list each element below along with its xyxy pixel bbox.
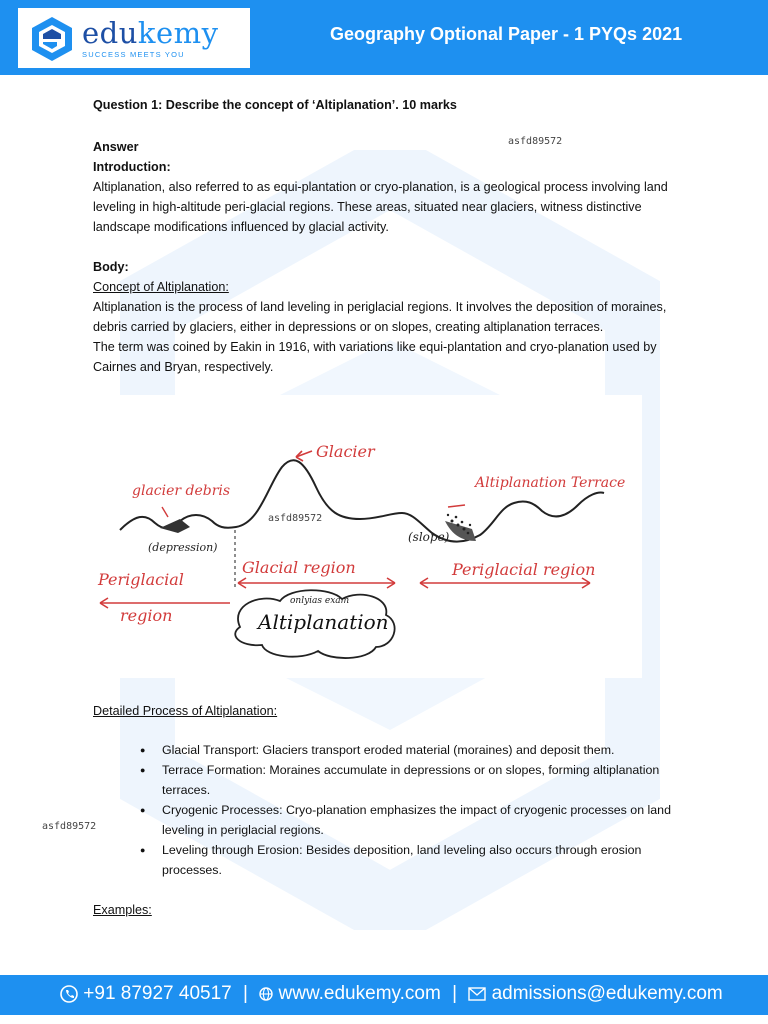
label-depression: (depression) bbox=[148, 541, 218, 554]
introduction-text: Altiplanation, also referred to as equi-plantation or cryo-planation, is a geological process involving land leveling in high-altitude peri-glacial regions. These areas, situated near glaciers, witness distinctive landscape modifications influenced by glacial activity. bbox=[93, 180, 668, 234]
diagram-drawing bbox=[90, 395, 642, 678]
question-heading: Question 1: Describe the concept of ‘Altiplanation’. 10 marks bbox=[93, 98, 457, 112]
label-glacier: Glacier bbox=[316, 442, 375, 461]
label-slope: (slope) bbox=[408, 530, 450, 544]
brand-tagline: SUCCESS MEETS YOU bbox=[82, 50, 185, 59]
label-periglacial-left-2: region bbox=[120, 606, 173, 625]
watermark-code: asfd89572 bbox=[508, 136, 563, 147]
label-glacial-region: Glacial region bbox=[242, 558, 356, 577]
concept-paragraph-2: The term was coined by Eakin in 1916, with variations like equi-plantation and cryo-planation used by Cairnes and Bryan, respectively. bbox=[93, 340, 657, 374]
label-altiplanation-terrace: Altiplanation Terrace bbox=[475, 475, 626, 491]
examples-heading: Examples: bbox=[93, 903, 152, 917]
mail-icon bbox=[468, 987, 486, 1001]
concept-paragraph-1: Altiplanation is the process of land leveling in periglacial regions. It involves the deposition of moraines, debris carried by glaciers, either in depressions or on slopes, creating altiplanation terraces. bbox=[93, 300, 667, 334]
label-periglacial-right: Periglacial region bbox=[452, 560, 596, 579]
altiplanation-diagram bbox=[90, 395, 642, 678]
label-periglacial-left-1: Periglacial bbox=[98, 570, 184, 589]
brand-logo[interactable] bbox=[18, 8, 250, 68]
page-footer bbox=[0, 975, 768, 1015]
list-item: ● Cryogenic Processes: Cryo-planation emphasizes the impact of cryogenic processes on land leveling in periglacial regions. bbox=[140, 800, 680, 840]
footer-phone[interactable]: +91 87927 40517 bbox=[83, 983, 232, 1004]
label-glacier-debris: glacier debris bbox=[132, 483, 231, 499]
phone-icon bbox=[60, 985, 78, 1003]
list-item: ● Terrace Formation: Moraines accumulate in depressions or on slopes, forming altiplanation terraces. bbox=[140, 760, 680, 800]
list-item: ● Glacial Transport: Glaciers transport eroded material (moraines) and deposit them. bbox=[140, 740, 680, 760]
introduction-heading: Introduction: bbox=[93, 160, 171, 174]
concept-subheading: Concept of Altiplanation: bbox=[93, 280, 229, 294]
answer-content bbox=[93, 95, 683, 377]
watermark-code: asfd89572 bbox=[42, 821, 97, 832]
document-title: Geography Optional Paper - 1 PYQs 2021 bbox=[330, 24, 683, 44]
process-heading: Detailed Process of Altiplanation: bbox=[93, 704, 278, 718]
footer-separator: | bbox=[452, 983, 458, 1004]
globe-icon bbox=[259, 987, 273, 1001]
page-header bbox=[0, 0, 768, 75]
watermark-code: asfd89572 bbox=[268, 513, 323, 524]
footer-email[interactable]: admissions@edukemy.com bbox=[491, 983, 723, 1004]
answer-label: Answer bbox=[93, 140, 139, 154]
label-altiplanation: Altiplanation bbox=[258, 610, 389, 634]
body-heading: Body: bbox=[93, 260, 129, 274]
process-list bbox=[140, 740, 680, 880]
edukemy-logo-icon bbox=[28, 15, 76, 63]
label-onlyias: onlyias exam bbox=[290, 596, 350, 606]
footer-separator: | bbox=[243, 983, 248, 1004]
footer-website[interactable]: www.edukemy.com bbox=[278, 983, 441, 1004]
list-item: ● Leveling through Erosion: Besides deposition, land leveling also occurs through erosion processes. bbox=[140, 840, 680, 880]
brand-name: edukemy bbox=[82, 16, 219, 50]
